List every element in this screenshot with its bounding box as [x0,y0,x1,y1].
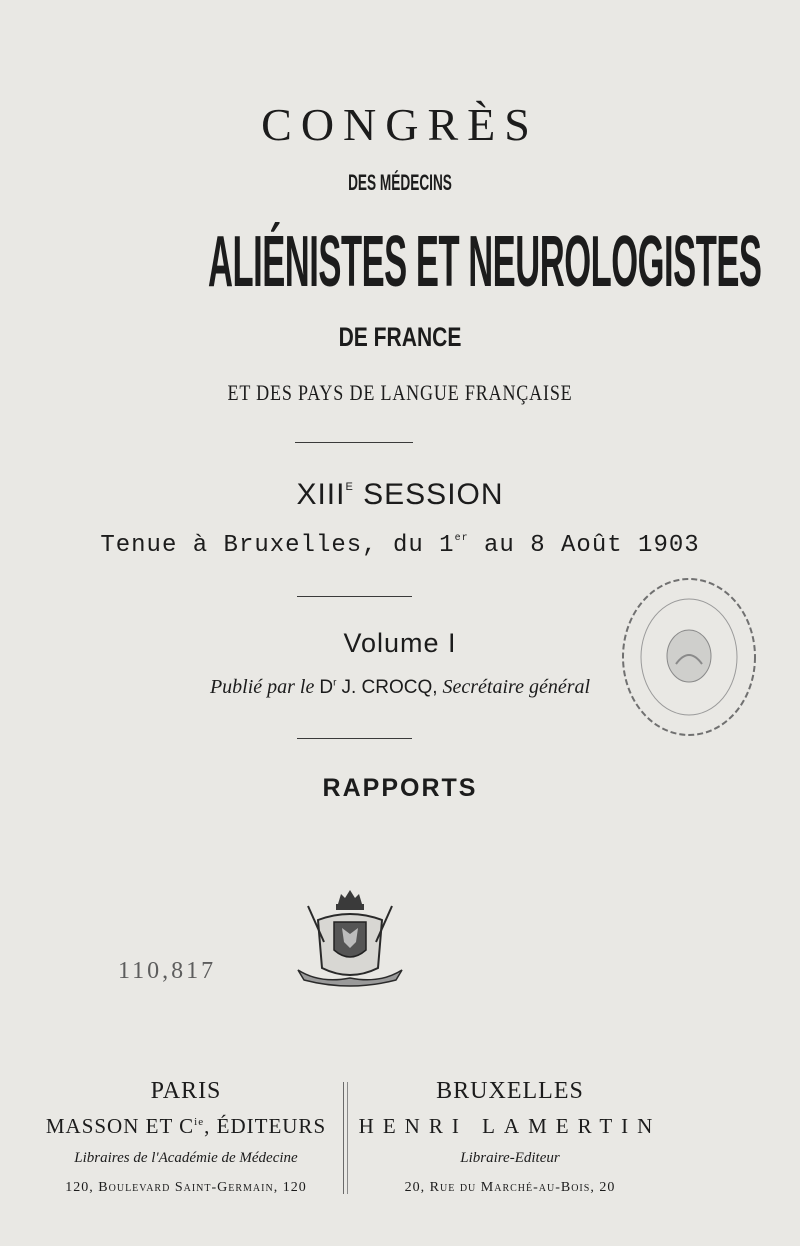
editor-name: J. CROCQ, [341,677,438,698]
session-heading [0,478,800,512]
session-held-sup: er [454,533,469,544]
bruxelles-publisher: HENRI LAMERTIN [358,1114,662,1138]
title-alienistes: ALIÉNISTES ET NEUROLOGISTES [208,222,762,302]
section-rapports: RAPPORTS [322,774,478,802]
coat-of-arms-icon [290,882,410,992]
divider-rule-1 [295,442,413,443]
volume-label: Volume I [343,628,457,658]
divider-rule-3 [297,738,412,739]
bruxelles-city: BRUXELLES [436,1078,584,1104]
paris-publisher: MASSON ET $C^{ie}$, ÉDITEURS [45,1114,327,1138]
shelfmark-number: 110,817 [118,958,217,984]
session-held-part2: au 8 Août 1903 [468,532,700,559]
paris-address: 120, Boulevard Saint-Germain, 120 [65,1180,307,1195]
session-number-sup: E [345,481,354,493]
column-divider-2 [347,1082,348,1194]
bruxelles-subtitle: Libraire-Editeur [460,1150,560,1166]
paris-city: PARIS [150,1078,222,1104]
title-des-medecins: DES MÉDECINS [348,170,452,195]
bruxelles-address: 20, Rue du Marché-au-Bois, 20 [404,1180,616,1195]
published-prefix: Publié par le [209,676,315,698]
editor-role: Secrétaire général [442,676,591,698]
session-held [0,532,800,559]
session-number: XIII [296,478,346,511]
divider-rule-2 [297,596,412,597]
session-label: SESSION [363,478,504,511]
title-pays-langue: ET DES PAYS DE LANGUE FRANÇAISE [227,380,573,405]
paris-subtitle: Libraires de l'Académie de Médecine [74,1150,298,1166]
title-congres: CONGRÈS [261,99,539,150]
session-held-part1: Tenue à Bruxelles, du 1 [100,532,455,559]
title-de-france: DE FRANCE [338,322,462,352]
doctor-title: $D^r$ [319,677,337,698]
library-stamp-icon [616,572,762,742]
